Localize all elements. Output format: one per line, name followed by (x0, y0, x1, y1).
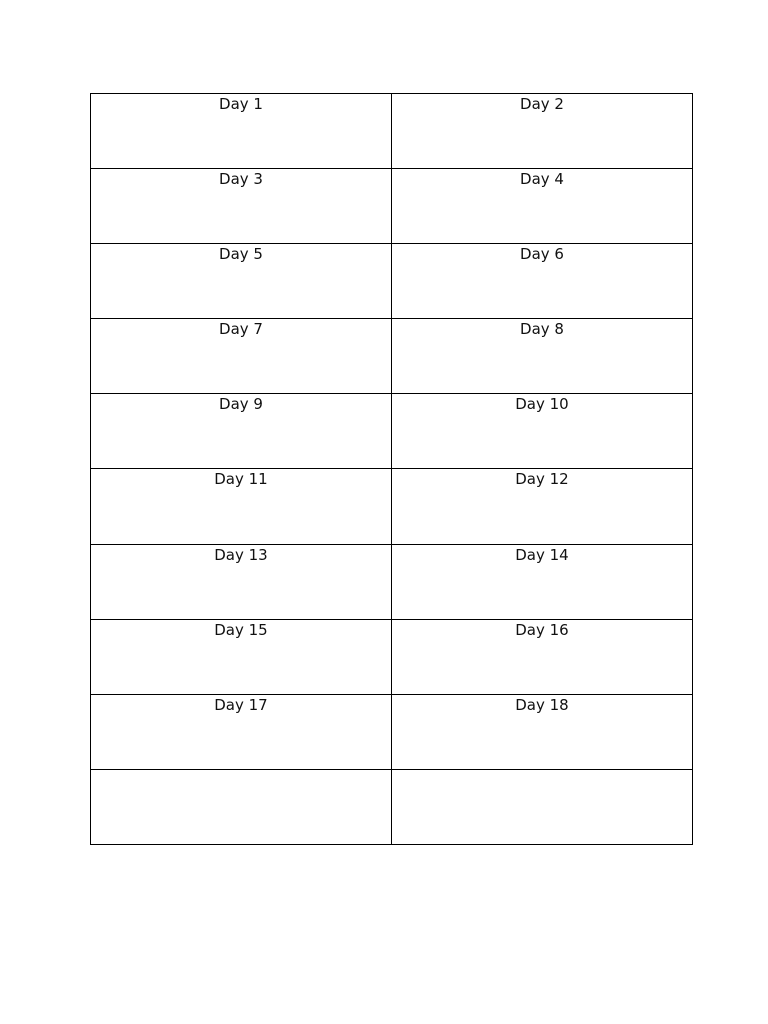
day-label: Day 8 (520, 320, 564, 339)
day-cell (392, 94, 693, 169)
table-row (91, 619, 693, 694)
day-cell (91, 619, 392, 694)
day-cell (91, 319, 392, 394)
table-row (91, 169, 693, 244)
day-cell (91, 169, 392, 244)
day-planner-table (90, 93, 693, 845)
day-label: Day 9 (219, 395, 263, 414)
day-cell (392, 394, 693, 469)
day-cell (392, 694, 693, 769)
table-row (91, 244, 693, 319)
day-label: Day 14 (515, 545, 569, 564)
day-label: Day 13 (214, 545, 268, 564)
day-label: Day 1 (219, 95, 263, 113)
table-row (91, 394, 693, 469)
day-cell (392, 469, 693, 544)
day-cell (392, 244, 693, 319)
day-label: Day 4 (520, 170, 564, 189)
day-label: Day 2 (520, 95, 564, 113)
day-cell (392, 169, 693, 244)
day-label: Day 18 (515, 695, 569, 714)
table-row (91, 769, 693, 844)
day-cell (392, 544, 693, 619)
table-row (91, 319, 693, 394)
day-label: Day 16 (515, 620, 569, 639)
day-cell (392, 619, 693, 694)
table-row (91, 469, 693, 544)
day-label: Day 6 (520, 245, 564, 264)
table-row (91, 544, 693, 619)
day-cell (91, 694, 392, 769)
day-cell (91, 394, 392, 469)
day-label: Day 7 (219, 320, 263, 339)
day-cell (392, 769, 693, 844)
day-label: Day 12 (515, 470, 569, 489)
day-cell (392, 319, 693, 394)
day-label: Day 10 (515, 395, 569, 414)
table-row (91, 694, 693, 769)
day-label: Day 15 (214, 620, 268, 639)
day-cell (91, 244, 392, 319)
day-cell (91, 769, 392, 844)
day-label (91, 770, 391, 771)
day-label: Day 3 (219, 170, 263, 189)
day-label: Day 11 (214, 470, 268, 489)
day-label: Day 5 (219, 245, 263, 264)
day-cell (91, 469, 392, 544)
day-cell (91, 94, 392, 169)
day-cell (91, 544, 392, 619)
day-label: Day 17 (214, 695, 268, 714)
day-label (392, 770, 692, 771)
table-row (91, 94, 693, 169)
